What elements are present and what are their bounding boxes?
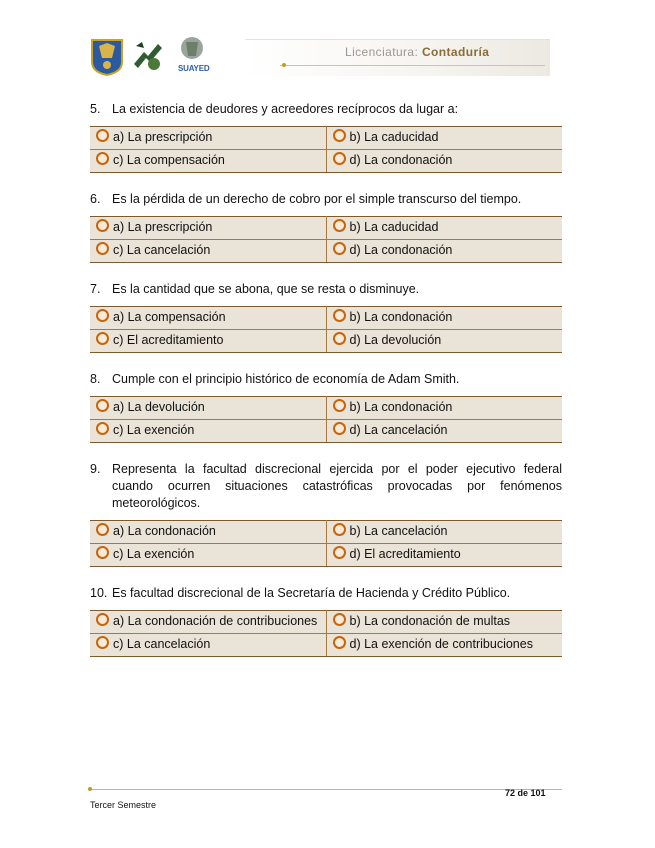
radio-button-icon[interactable] <box>96 523 109 536</box>
question-text: Representa la facultad discrecional ejercida por el poder ejecutivo federal cuando ocurren situaciones catastróficas provocadas por fenómenos meteorológicos. <box>112 462 562 510</box>
page-number: 72 de 101 <box>505 788 546 798</box>
answer-option[interactable] <box>326 521 562 544</box>
question-text: Es la pérdida de un derecho de cobro por el simple transcurso del tiempo. <box>112 192 522 206</box>
option-label: c) La exención <box>113 547 195 561</box>
radio-button-icon[interactable] <box>96 242 109 255</box>
question-text: Es la cantidad que se abona, que se resta o disminuye. <box>112 282 420 296</box>
question-5 <box>90 101 562 118</box>
answer-option[interactable] <box>326 420 562 443</box>
radio-button-icon[interactable] <box>333 219 346 232</box>
radio-button-icon[interactable] <box>96 399 109 412</box>
option-label: b) La caducidad <box>349 130 439 144</box>
unam-logo-icon <box>90 38 124 76</box>
question-7 <box>90 281 562 298</box>
radio-button-icon[interactable] <box>333 636 346 649</box>
options-table <box>90 216 562 263</box>
answer-option[interactable] <box>90 217 326 240</box>
answer-option[interactable] <box>326 217 562 240</box>
answer-option[interactable] <box>326 150 562 173</box>
answer-option[interactable] <box>326 611 562 634</box>
option-label: b) La cancelación <box>349 524 448 538</box>
answer-option[interactable] <box>90 634 326 657</box>
option-label: a) La compensación <box>113 310 226 324</box>
radio-button-icon[interactable] <box>96 636 109 649</box>
radio-button-icon[interactable] <box>333 523 346 536</box>
answer-option[interactable] <box>90 521 326 544</box>
options-table <box>90 306 562 353</box>
option-label: d) El acreditamiento <box>349 547 461 561</box>
semester-label: Tercer Semestre <box>90 800 157 810</box>
radio-button-icon[interactable] <box>333 242 346 255</box>
suayed-label: SUAYED <box>178 64 210 73</box>
radio-button-icon[interactable] <box>333 422 346 435</box>
option-label: d) La exención de contribuciones <box>349 637 533 651</box>
radio-button-icon[interactable] <box>333 129 346 142</box>
banner-dot <box>282 63 286 67</box>
option-label: b) La condonación <box>349 310 453 324</box>
radio-button-icon[interactable] <box>333 613 346 626</box>
radio-button-icon[interactable] <box>333 546 346 559</box>
radio-button-icon[interactable] <box>96 152 109 165</box>
answer-option[interactable] <box>90 330 326 353</box>
options-table <box>90 610 562 657</box>
option-label: b) La caducidad <box>349 220 439 234</box>
radio-button-icon[interactable] <box>333 399 346 412</box>
option-label: c) La cancelación <box>113 637 211 651</box>
answer-option[interactable] <box>326 544 562 567</box>
options-table <box>90 126 562 173</box>
question-10 <box>90 585 562 602</box>
question-6 <box>90 191 562 208</box>
answer-option[interactable] <box>90 397 326 420</box>
option-label: c) La compensación <box>113 153 225 167</box>
options-table <box>90 520 562 567</box>
question-text: Cumple con el principio histórico de economía de Adam Smith. <box>112 372 460 386</box>
answer-option[interactable] <box>90 240 326 263</box>
option-label: b) La condonación <box>349 400 453 414</box>
option-label: a) La prescripción <box>113 220 213 234</box>
answer-option[interactable] <box>326 397 562 420</box>
radio-button-icon[interactable] <box>333 332 346 345</box>
option-label: a) La devolución <box>113 400 205 414</box>
question-text: La existencia de deudores y acreedores recíprocos da lugar a: <box>112 102 459 116</box>
answer-option[interactable] <box>326 240 562 263</box>
suayed-logo-icon <box>172 36 212 66</box>
radio-button-icon[interactable] <box>96 219 109 232</box>
radio-button-icon[interactable] <box>96 129 109 142</box>
radio-button-icon[interactable] <box>96 309 109 322</box>
question-8 <box>90 371 562 388</box>
radio-button-icon[interactable] <box>333 309 346 322</box>
answer-option[interactable] <box>90 150 326 173</box>
question-number: 10. <box>90 586 108 600</box>
radio-button-icon[interactable] <box>333 152 346 165</box>
option-label: a) La condonación <box>113 524 216 538</box>
question-number: 8. <box>90 372 101 386</box>
option-label: a) La prescripción <box>113 130 213 144</box>
answer-option[interactable] <box>90 420 326 443</box>
answer-option[interactable] <box>326 127 562 150</box>
question-number: 6. <box>90 192 101 206</box>
answer-option[interactable] <box>90 544 326 567</box>
page-header <box>90 34 565 82</box>
answer-option[interactable] <box>326 634 562 657</box>
option-label: b) La condonación de multas <box>349 614 511 628</box>
option-label: c) El acreditamiento <box>113 333 224 347</box>
question-number: 5. <box>90 102 101 116</box>
banner-title: Licenciatura: Contaduría <box>345 45 490 59</box>
banner-divider <box>280 65 545 66</box>
answer-option[interactable] <box>90 307 326 330</box>
option-label: d) La condonación <box>349 153 453 167</box>
question-number: 9. <box>90 462 101 476</box>
radio-button-icon[interactable] <box>96 546 109 559</box>
answer-option[interactable] <box>90 611 326 634</box>
question-9 <box>90 461 562 512</box>
option-label: d) La devolución <box>349 333 442 347</box>
question-number: 7. <box>90 282 101 296</box>
answer-option[interactable] <box>326 307 562 330</box>
radio-button-icon[interactable] <box>96 422 109 435</box>
radio-button-icon[interactable] <box>96 332 109 345</box>
question-text: Es facultad discrecional de la Secretaría de Hacienda y Crédito Público. <box>112 586 511 600</box>
quiz-content <box>90 101 562 675</box>
option-label: a) La condonación de contribuciones <box>113 614 318 628</box>
answer-option[interactable] <box>90 127 326 150</box>
options-table <box>90 396 562 443</box>
option-label: d) La cancelación <box>349 423 448 437</box>
option-label: d) La condonación <box>349 243 453 257</box>
option-label: c) La exención <box>113 423 195 437</box>
footer-divider <box>90 789 562 790</box>
answer-option[interactable] <box>326 330 562 353</box>
footer-dot <box>88 787 92 791</box>
radio-button-icon[interactable] <box>96 613 109 626</box>
fca-logo-icon <box>130 38 166 74</box>
option-label: c) La cancelación <box>113 243 211 257</box>
